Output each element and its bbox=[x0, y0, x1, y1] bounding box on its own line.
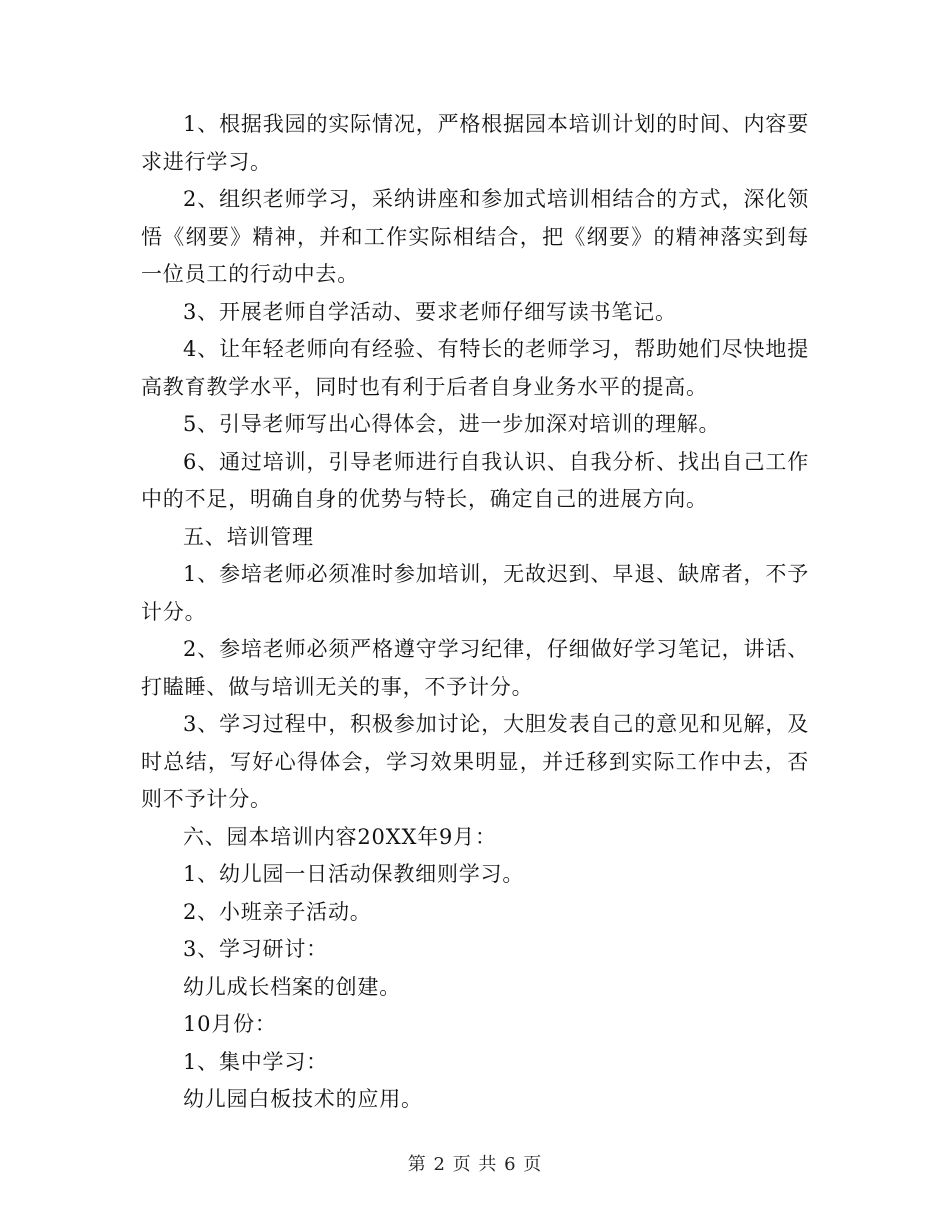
paragraph: 10月份： bbox=[183, 1012, 277, 1036]
paragraph: 1、集中学习： bbox=[183, 1049, 328, 1074]
paragraph: 幼儿园白板技术的应用。 bbox=[183, 1087, 423, 1111]
page-number-footer: 第 2 页 共 6 页 bbox=[407, 1154, 543, 1175]
paragraph: 2、参培老师必须严格遵守学习纪律，仔细做好学习笔记，讲话、打瞌睡、做与培训无关的事，不予计分。 bbox=[141, 637, 809, 699]
paragraph: 1、幼儿园一日活动保教细则学习。 bbox=[183, 862, 525, 886]
paragraph: 2、组织老师学习，采纳讲座和参加式培训相结合的方式，深化领悟《纲要》精神，并和工作实际相结合，把《纲要》的精神落实到每一位员工的行动中去。 bbox=[141, 187, 809, 286]
section-heading: 五、培训管理 bbox=[183, 524, 314, 549]
paragraph: 3、学习研讨： bbox=[183, 937, 328, 961]
document-body bbox=[141, 106, 809, 1119]
paragraph: 1、参培老师必须准时参加培训，无故迟到、早退、缺席者，不予计分。 bbox=[141, 562, 809, 624]
paragraph: 5、引导老师写出心得体会，进一步加深对培训的理解。 bbox=[183, 412, 721, 436]
paragraph: 幼儿成长档案的创建。 bbox=[183, 974, 401, 999]
section-heading: 六、园本培训内容20XX年9月： bbox=[183, 824, 497, 849]
paragraph: 1、根据我园的实际情况，严格根据园本培训计划的时间、内容要求进行学习。 bbox=[141, 112, 809, 174]
paragraph: 3、学习过程中，积极参加讨论，大胆发表自己的意见和见解，及时总结，写好心得体会，学习效果明显，并迁移到实际工作中去，否则不予计分。 bbox=[141, 712, 809, 811]
paragraph: 2、小班亲子活动。 bbox=[183, 899, 372, 924]
paragraph: 4、让年轻老师向有经验、有特长的老师学习，帮助她们尽快地提高教育教学水平，同时也有利于后者自身业务水平的提高。 bbox=[141, 337, 809, 399]
paragraph: 6、通过培训，引导老师进行自我认识、自我分析、找出自己工作中的不足，明确自身的优势与特长，确定自己的进展方向。 bbox=[141, 449, 809, 511]
paragraph: 3、开展老师自学活动、要求老师仔细写读书笔记。 bbox=[183, 299, 677, 324]
